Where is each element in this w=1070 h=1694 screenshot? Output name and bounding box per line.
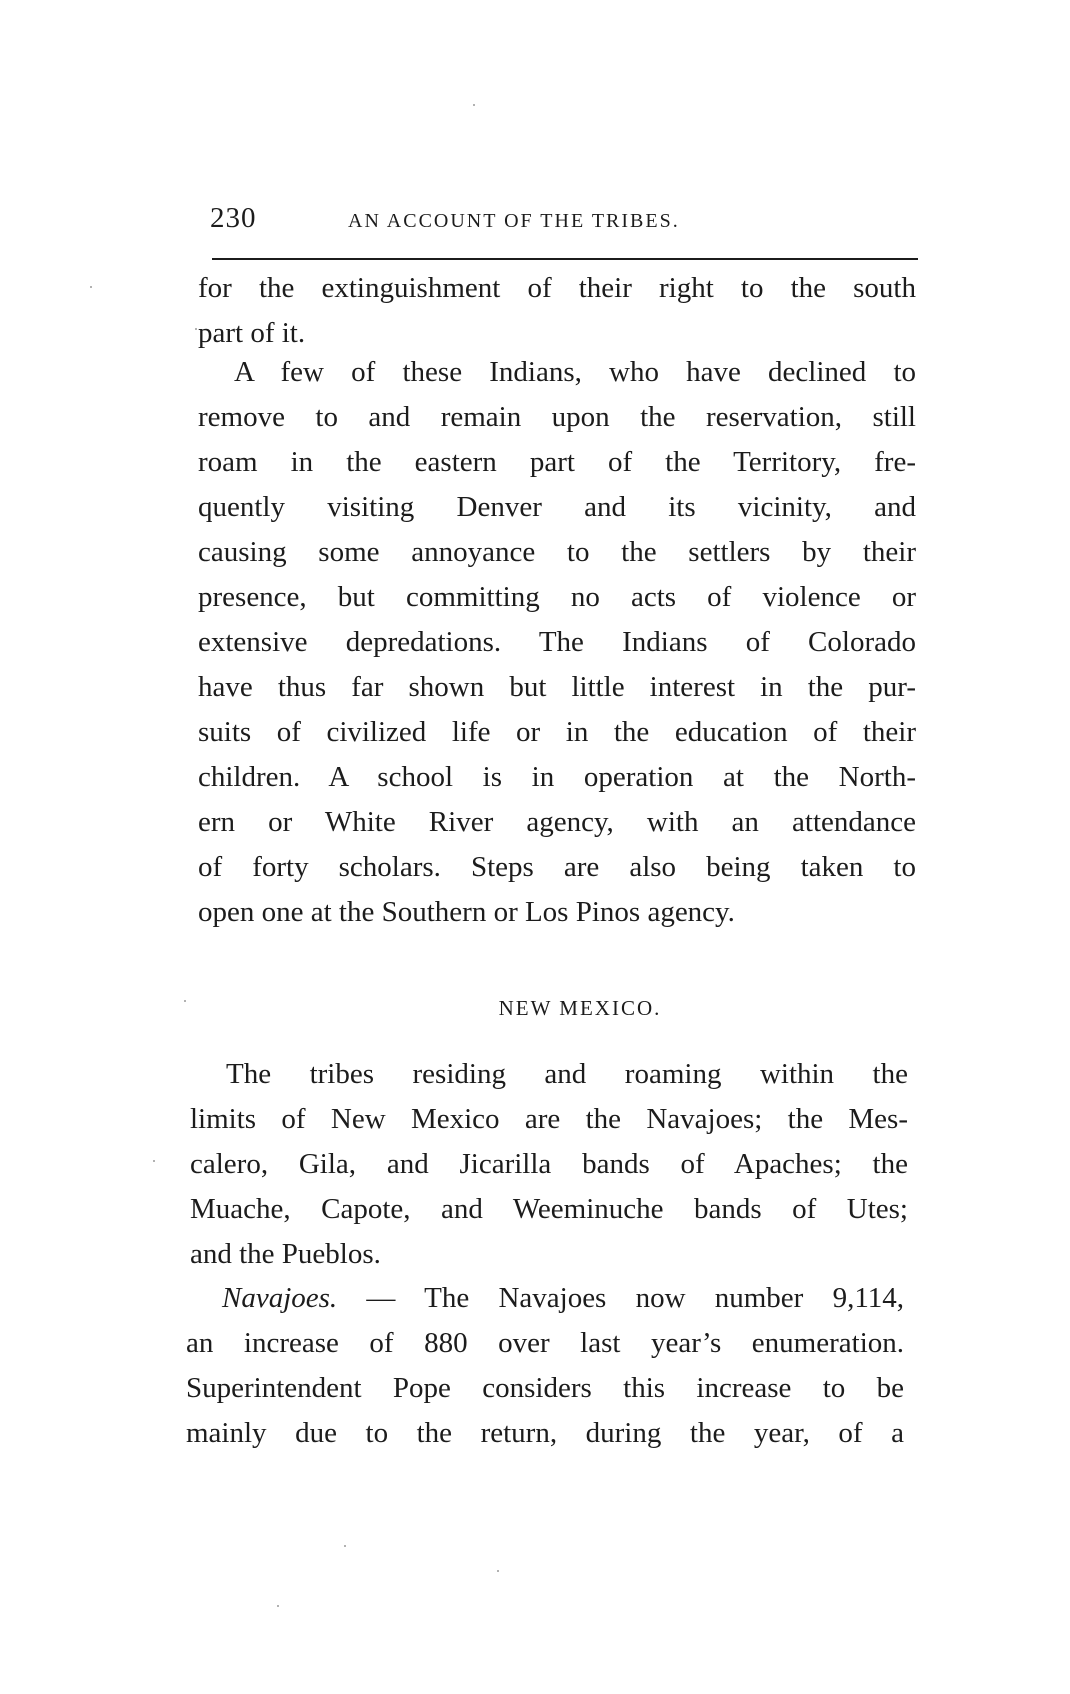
text-line: causing some annoyance to the settlers by their <box>198 536 916 568</box>
text-line: have thus far shown but little interest in the pur- <box>198 671 916 703</box>
text-run: — The Navajoes now number 9,114, <box>337 1282 904 1314</box>
section-heading: NEW MEXICO. <box>498 996 662 1020</box>
run-in-heading: Navajoes. <box>222 1282 338 1314</box>
text-line: A few of these Indians, who have declined to <box>234 356 916 388</box>
paragraph-colorado-indians <box>198 350 916 935</box>
scan-speck <box>195 328 197 330</box>
text-line: part of it. <box>198 317 306 349</box>
scan-speck <box>277 1605 279 1607</box>
text-line: limits of New Mexico are the Navajoes; the Mes- <box>190 1103 908 1135</box>
page-number: 230 <box>210 202 257 234</box>
text-line: calero, Gila, and Jicarilla bands of Apaches; the <box>190 1148 908 1180</box>
text-line: for the extinguishment of their right to the south <box>198 272 916 304</box>
scan-speck <box>90 286 92 288</box>
text-line: suits of civilized life or in the education of their <box>198 716 916 748</box>
text-line: Muache, Capote, and Weeminuche bands of Utes; <box>190 1193 908 1225</box>
header-rule <box>212 258 918 260</box>
text-line: and the Pueblos. <box>190 1238 381 1270</box>
scan-speck <box>184 1000 186 1002</box>
text-line: an increase of 880 over last year’s enumeration. <box>186 1327 904 1359</box>
text-line: quently visiting Denver and its vicinity, and <box>198 491 916 523</box>
paragraph-continuation <box>198 266 916 356</box>
text-line: Superintendent Pope considers this increase to be <box>186 1372 904 1404</box>
paragraph-new-mexico-tribes <box>190 1052 908 1277</box>
text-line: The tribes residing and roaming within the <box>226 1058 908 1090</box>
text-line: extensive depredations. The Indians of Colorado <box>198 626 916 658</box>
text-line: ern or White River agency, with an attendance <box>198 806 916 838</box>
text-line: mainly due to the return, during the year, of a <box>186 1417 904 1449</box>
text-line: roam in the eastern part of the Territory, fre- <box>198 446 916 478</box>
text-line: open one at the Southern or Los Pinos agency. <box>198 896 735 928</box>
scan-speck <box>344 1545 346 1547</box>
text-line: remove to and remain upon the reservation, still <box>198 401 916 433</box>
text-line: children. A school is in operation at the North- <box>198 761 916 793</box>
running-head <box>210 202 920 242</box>
scan-speck <box>473 104 475 106</box>
paragraph-navajoes <box>186 1276 904 1456</box>
scan-speck <box>153 1160 155 1162</box>
scan-speck <box>497 1570 499 1572</box>
text-line: of forty scholars. Steps are also being taken to <box>198 851 916 883</box>
text-line: presence, but committing no acts of violence or <box>198 581 916 613</box>
running-title: AN ACCOUNT OF THE TRIBES. <box>348 210 680 232</box>
text-line <box>186 1276 904 1321</box>
